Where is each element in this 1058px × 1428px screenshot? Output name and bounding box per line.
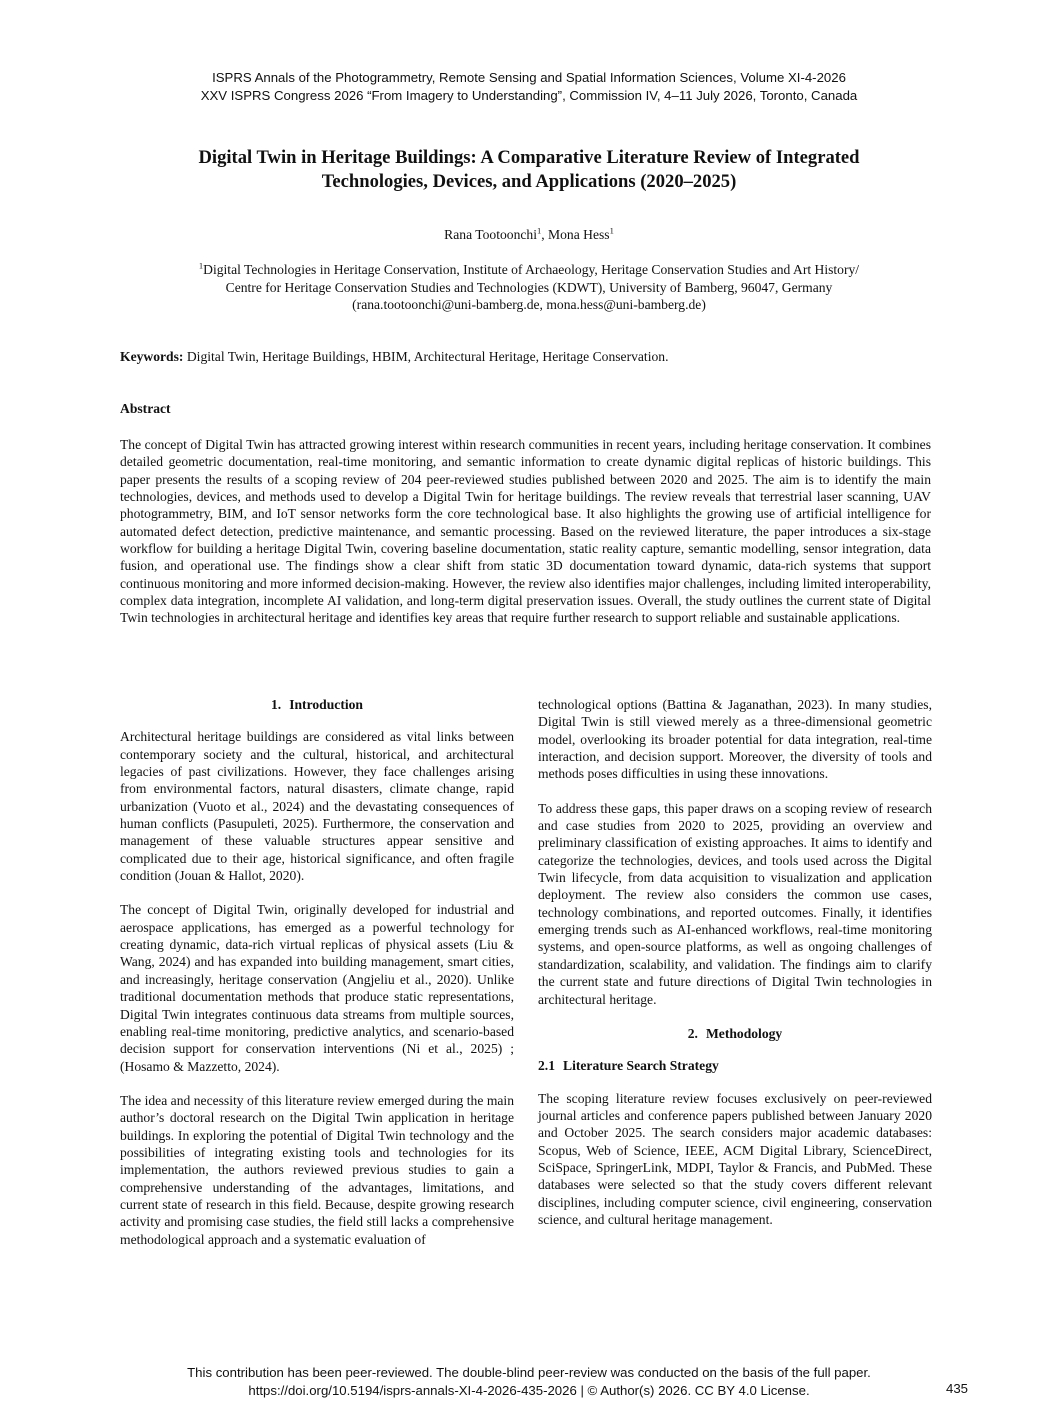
section-heading-methodology: 2. Methodology [687, 1025, 783, 1041]
footer-doi-license: https://doi.org/10.5194/isprs-annals-XI-4-2026-435-2026 | © Author(s) 2026. CC BY 4.0 License. [248, 1382, 810, 1398]
affiliation-emails: (rana.tootoonchi@uni-bamberg.de, mona.hess@uni-bamberg.de) [352, 297, 706, 313]
affiliation-mark: 1 [198, 260, 204, 271]
author-name: Rana Tootoonchi [444, 227, 537, 242]
footer-review-note: This contribution has been peer-reviewed. The double-blind peer-review was conducted on the basis of the full paper. [187, 1365, 871, 1380]
keywords [120, 349, 940, 365]
affiliation-line1: $^1$Digital Technologies in Heritage Conservation, Institute of Archaeology, Heritage Conservation Studies and Art History/ [198, 260, 860, 277]
section-heading-introduction: 1. Introduction [271, 697, 363, 712]
page-number: 435 [946, 1381, 969, 1396]
keywords-label: Keywords: [120, 349, 184, 364]
abstract-heading: Abstract [120, 401, 171, 416]
subsection-heading-search-strategy: 2.1 Literature Search Strategy [538, 1058, 719, 1074]
paper-title [100, 146, 958, 193]
journal-header-line1: ISPRS Annals of the Photogrammetry, Remote Sensing and Spatial Information Sciences, Volume XI-4-2026 [212, 70, 846, 85]
intro-paragraph-2: The concept of Digital Twin, originally developed for industrial and aerospace applications, has emerged as a powerful technology for creating dynamic, data-rich virtual replicas of physical assets (Liu & Wang, 2024) and has expanded into building management, smart cities, and increasingly, heritage conservation (Angjeliu et al., 2020). Unlike traditional documentation methods that produce static representations, Digital Twin integrates continuous data streams from multiple sources, enabling real-time monitoring, predictive analytics, and scenario-based decision support for conservation interventions (Ni et al., 2025) ; (Hosamo & Mazzetto, 2024). [120, 902, 514, 1074]
left-column [120, 696, 514, 1248]
author-affil-mark: 1 [536, 225, 542, 236]
author-affil-mark: 1 [609, 225, 614, 236]
paper-title-line1: Digital Twin in Heritage Buildings: A Comparative Literature Review of Integrated [198, 147, 860, 168]
affiliation-line2: Centre for Heritage Conservation Studies and Technologies (KDWT), University of Bamberg, 96047, Germany [225, 279, 833, 295]
author-name: Mona Hess [548, 227, 610, 242]
intro-paragraph-3: The idea and necessity of this literature review emerged during the main author’s doctoral research on the Digital Twin application in heritage buildings. In exploring the potential of Digital Twin technology and the possibilities of integrating existing tools and technologies for its implementation, the authors reviewed previous studies to gain a comprehensive understanding of the advantages, limitations, and current state of research in this field. Because, despite growing research activity and promising case studies, the field still lacks a comprehensive methodological approach and a systematic evaluation of [120, 1092, 514, 1247]
methodology-paragraph-1: The scoping literature review focuses exclusively on peer-reviewed journal articles and conference papers published between January 2020 and October 2025. The search considers major academic databases: Scopus, Web of Science, IEEE, ACM Digital Library, ScienceDirect, SciSpace, SpringerLink, MDPI, Taylor & Francis, and PubMed. These databases were selected so that the study covers different relevant disciplines, including computer science, civil engineering, conservation science, and cultural heritage management. [538, 1090, 932, 1227]
keywords-text: Digital Twin, Heritage Buildings, HBIM, Architectural Heritage, Heritage Conservation. [186, 349, 669, 364]
right-column [538, 696, 932, 1245]
abstract-text: The concept of Digital Twin has attracted growing interest within research communities in recent years, including heritage conservation. It combines detailed geometric documentation, real-time monitoring, and semantic information to create dynamic digital replicas of historic buildings. This paper presents the results of a scoping review of 204 peer-reviewed studies published between 2020 and 2025. The aim is to identify the main technologies, devices, and methods used to develop a Digital Twin for heritage buildings. The review reveals that terrestrial laser scanning, UAV photogrammetry, BIM, and IoT sensor networks form the core technological base. It also highlights the growing use of artificial intelligence for automated defect detection, predictive maintenance, and semantic processing. Based on the reviewed literature, the paper introduces a six-stage workflow for building a heritage Digital Twin, covering baseline documentation, static reality capture, semantic modelling, sensor integration, data fusion, and operational use. The findings show a clear shift from static 3D documentation toward dynamic, data-rich systems that support continuous monitoring and more informed decision-making. However, the review also identifies major challenges, including limited interoperability, complex data integration, incomplete AI validation, and long-term digital preservation issues. Overall, the study outlines the current state of Digital Twin technologies in architectural heritage and identifies key areas that require further research to support reliable and sustainable applications. [120, 437, 931, 626]
intro-paragraph-3-continued: technological options (Battina & Jaganathan, 2023). In many studies, Digital Twin is still viewed merely as a three-dimensional geometric model, overlooking its broader potential for data integration, real-time interaction, and decision support. Moreover, the diversity of tools and methods poses difficulties in using these innovations. [538, 697, 932, 782]
intro-paragraph-1: Architectural heritage buildings are considered as vital links between contemporary society and the cultural, historical, and architectural legacies of past civilizations. However, they face challenges arising from environmental factors, natural disasters, climate change, rapid urbanization (Vuoto et al., 2024) and the devastating consequences of human conflicts (Pasupuleti, 2025). Furthermore, the conservation and management of these valuable structures appear sensitive and complicated due to their age, historical significance, and often fragile condition (Jouan & Hallot, 2020). [120, 729, 514, 884]
journal-header-line2: XXV ISPRS Congress 2026 “From Imagery to Understanding”, Commission IV, 4–11 July 2026, Toronto, Canada [200, 87, 858, 103]
page-footer [0, 1364, 1058, 1399]
paper-title-line2: Technologies, Devices, and Applications (2020–2025) [321, 170, 737, 192]
affiliation [100, 261, 958, 314]
author-list: Rana Tootoonchi$^1$, Mona Hess$^1$ [444, 225, 614, 242]
journal-header [0, 69, 1058, 104]
intro-paragraph-4: To address these gaps, this paper draws on a scoping review of research and case studies from 2020 to 2025, providing an overview and preliminary classification of existing approaches. It aims to identify and categorize the technologies, devices, and tools used across the Digital Twin lifecycle, from data acquisition to visualization and application deployment. The review also considers the common use cases, technology combinations, and reported outcomes. Finally, it identifies emerging trends such as AI-enhanced workflows, real-time monitoring systems, and open-source platforms, as well as ongoing challenges of standardization, scalability, and validation. The findings aim to clarify the current state and future directions of Digital Twin technologies in architectural heritage. [538, 800, 932, 1007]
